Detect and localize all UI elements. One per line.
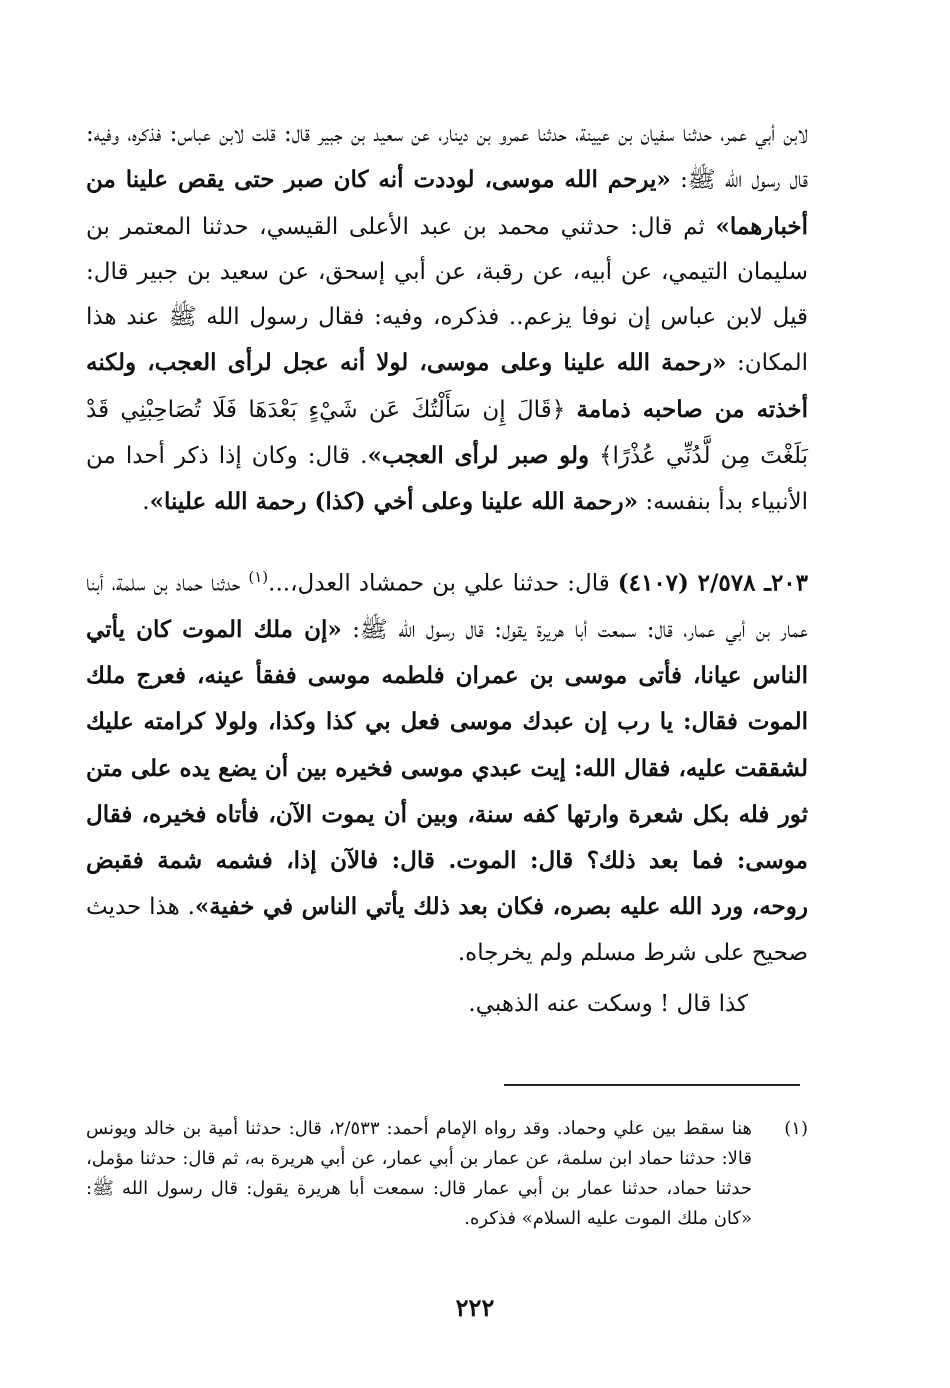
page-number: ٢٢٢ <box>455 1293 495 1322</box>
bold-quote: ولو صبر لرأى العجب» <box>367 442 590 470</box>
footnote-mark: (١) <box>784 1118 808 1139</box>
footnote-reference: (١) <box>248 567 269 586</box>
text-run: حدثنا حماد بن سلمة، أبنا عمار بن أبي عمار، قال: سمعت أبا هريرة يقول: قال رسول الله ﷺ: <box>86 570 808 643</box>
main-text <box>86 112 808 1027</box>
text-run: قال: حدثنا علي بن حمشاد العدل،... <box>268 570 618 597</box>
footnotes <box>86 1114 808 1234</box>
page-body <box>86 112 808 1027</box>
paragraph-hadith-muslim <box>86 112 808 526</box>
hadith-number: ٢٠٣ـ ٢/٥٧٨ (٤١٠٧) <box>617 569 809 597</box>
bold-quote: «إن ملك الموت كان يأتي الناس عيانا، فأتى موسى بن عمران فلطمه موسى ففقأ عينه، فعرج ملك الموت فقال: يا رب إن عبدك موسى فعل بي كذا وكذا، ولولا كرامته عليك لشققت عليه، فقال الله: إيت عبدي موسى فخيره بين أن يضع يده على متن ثور فله بكل شعرة وارتها كفه سنة، وبين أن يموت الآن، فأتاه فخيره، فقال موسى: فما بعد ذلك؟ قال: الموت. قال: فالآن إذا، فشمه شمة فقبض روحه، ورد الله عليه بصره، فكان بعد ذلك يأتي الناس في خفية» <box>86 615 808 921</box>
bold-quote: «رحمة الله علينا وعلى موسى، لولا أنه عجل لرأى العجب، ولكنه أخذته من صاحبه ذمامة <box>86 349 808 423</box>
dhahabi-note: كذا قال ! وسكت عنه الذهبي. <box>468 991 748 1017</box>
text-run: . قال: وكان إذا ذكر أحدا من الأنبياء بدأ بنفسه: <box>86 443 808 516</box>
text-run: ثم قال: حدثني محمد بن عبد الأعلى القيسي، حدثنا المعتمر بن سليمان التيمي، عن أبيه، عن رقبة، عن أبي إسحق، عن سعيد بن جبير قال: قيل لابن عباس إن نوفا يزعم.. فذكره، وفيه: فقال رسول الله ﷺ عند هذا المكان: <box>86 213 808 377</box>
footnote-item <box>86 1114 808 1234</box>
footnote-text: هنا سقط بين علي وحماد. وقد رواه الإمام أحمد: ٢/٥٣٣، قال: حدثنا أمية بن خالد ويونس قالا: حدثنا حماد ابن سلمة، عن عمار بن أبي عمار، عن أبي هريرة به، ثم قال: حدثنا مؤمل، حدثنا حماد، حدثنا عمار بن أبي عمار قال: سمعت أبا هريرة يقول: قال رسول الله ﷺ: «كان ملك الموت عليه السلام» فذكره. <box>86 1118 753 1229</box>
text-run: . <box>142 489 150 516</box>
paragraph-hadith-203 <box>86 555 808 976</box>
quran-verse: ﴿قَالَ إِن سَأَلْتُكَ عَن شَيْءٍ بَعْدَهَا فَلَا تُصَاحِبْنِي قَدْ بَلَغْتَ مِن لَّدُنِّي عُذْرًا﴾ <box>86 396 808 470</box>
bold-quote: «يرحم الله موسى، لوددت أنه كان صبر حتى يقص علينا من أخبارهما» <box>86 166 808 240</box>
bold-quote: «رحمة الله علينا وعلى أخي (كذا) رحمة الله علينا» <box>149 488 639 516</box>
text-run: لابن أبي عمر، حدثنا سفيان بن عيينة، حدثنا عمرو بن دينار، عن سعيد بن جبير قال: قلت لابن عباس: فذكره، وفيه: قال رسول الله ﷺ: <box>86 121 808 194</box>
footnote-divider <box>504 1084 800 1086</box>
text-run: . هذا حديث صحيح على شرط مسلم ولم يخرجاه. <box>86 894 808 966</box>
